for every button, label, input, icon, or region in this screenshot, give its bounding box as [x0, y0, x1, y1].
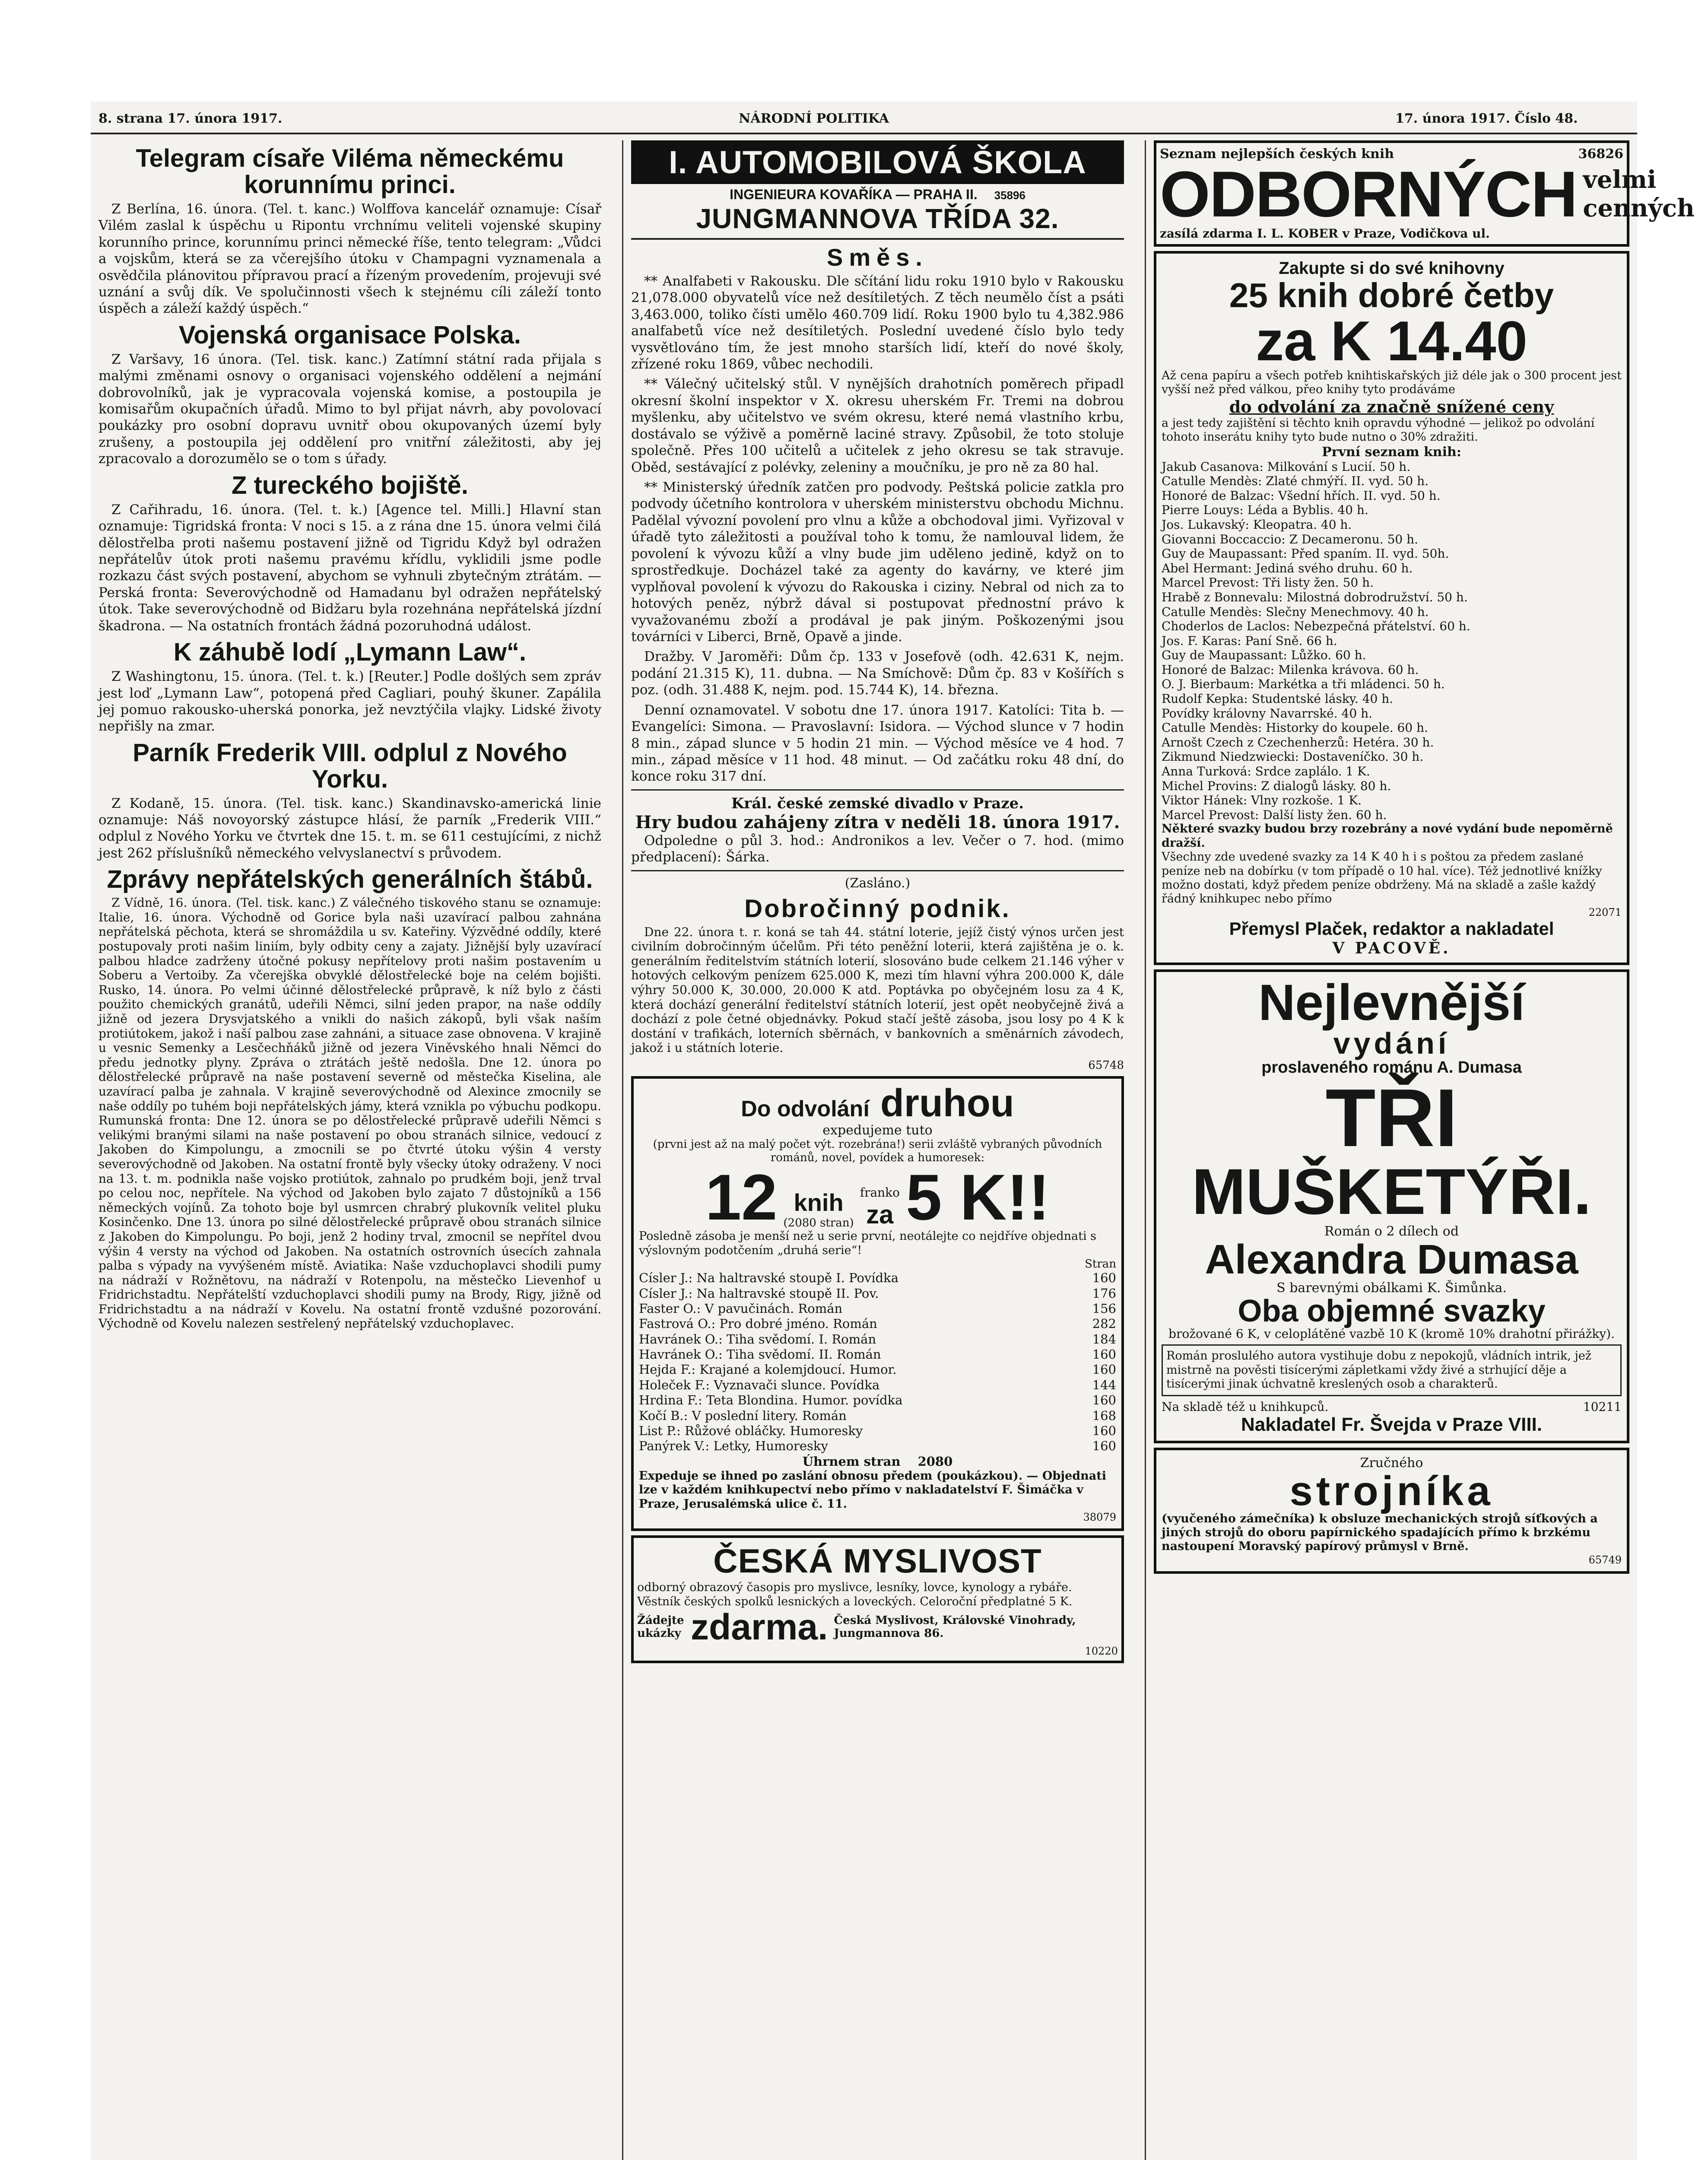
list-item: Catulle Mendès: Historky do koupele. 60 h.: [1162, 721, 1428, 735]
list-item: Kočí B.: V poslední litery. Román 168: [639, 1408, 1116, 1423]
ad-druhou-12: 12: [705, 1161, 778, 1234]
list-item: Pierre Louys: Léda a Byblis. 40 h.: [1162, 503, 1368, 518]
list-item: Jos. Lukavský: Kleopatra. 40 h.: [1162, 517, 1352, 532]
ad-dumas-t8: S barevnými obálkami K. Šimůnka.: [1276, 1280, 1507, 1296]
list-item: Abel Hermant: Jediná svého druhu. 60 h.: [1162, 561, 1413, 575]
list-item: Císler J.: Na haltravské stoupě I. Povídka 160: [639, 1271, 1116, 1286]
ad-myslivost-title: ČESKÁ MYSLIVOST: [713, 1542, 1042, 1580]
list-item: Guy de Maupassant: Lůžko. 60 h.: [1162, 648, 1366, 663]
lottery-text: Dne 22. února t. r. koná se tah 44. státní loterie, jejíž čistý výnos určen jest civilním dobročinným účelům. Při této peněžní loterii, která zajištěna je o. k. generálním ředitelstvím státních loterií, slosováno bude celkem 21.146 výher v hotových celkovým penízem 625.000 K, mezi tím hlavní výhra 200.000 K, dále výhry 50.000 K, 30.000, 20.000 K atd. Poptávka po obyčejném losu za 4 K, která dochází generální ředitelství státních loterií, jest opět neobyčejně živá a dochází z pole četné objednávky. Pokud stačí ještě zásoba, jsou losy po 4 K k dostání v trafikách, loterních sběrnách, v bankovních a směnárních závodech, jakož i u státních loterie.: [631, 924, 1124, 1055]
list-item: Rudolf Kepka: Studentské lásky. 40 h.: [1162, 692, 1394, 706]
newspaper-page: [91, 102, 1695, 2160]
ad-dumas-t1: Nejlevnější: [1258, 974, 1525, 1031]
ad-number: 35896: [994, 189, 1025, 202]
ad-dumas-t4: TŘI: [1325, 1072, 1458, 1164]
ad-25-t3: za K 14.40: [1256, 309, 1527, 372]
ad-number: 10211: [1583, 1399, 1622, 1414]
page-header: [91, 102, 1637, 134]
news-item: ** Ministerský úředník zatčen pro podvody. Peštská policie zatkla pro podvody účetního kontrolora v uherském ministerstvu obchodu Michnu. Padělal vývozní povolení pro vlnu a kůže a obchodoval jimi. Vyřizoval v úřadě tyto záležitosti a používal toho k tomu, že namlouval lidem, že povolení k vývozu kůží a vlny bude jim uděleno jedině, když on to sprostředkuje. Docházel také za agenty do kavárny, ve které jim vyplňoval povolení k vývozu do Rakouska i ciziny. Nebral od nich za to hotových peněz, nýbrž dával si postupovat přednostní právo k vyvažovanému zboží a prodával je pak jiným. Poškozenými jsou továrníci v Liberci, Brně, Opavě a jinde.: [631, 480, 1124, 645]
list-item: Honoré de Balzac: Všední hřích. II. vyd. 50 h.: [1162, 488, 1441, 503]
book-list: [1162, 460, 1622, 823]
list-item: Hrdina F.: Teta Blondina. Humor. povídka 160: [639, 1393, 1116, 1408]
article-text: Z Kodaně, 15. února. (Tel. tisk. kanc.) Skandinavsko-americká linie oznamuje: Náš novoyorský zástupce hlásí, že parník „Frederik VIII.“ odplul z Nového Yorku ve čtvrtek dne 15. t. m. se 611 cestujícími, z nichž jest 262 příslušníků německého velvyslanectví s průvodem.: [98, 795, 601, 861]
column-1: [91, 140, 609, 2160]
ad-dumas-t5: MUŠKETÝŘI.: [1191, 1155, 1592, 1228]
ad-autoskola-address: JUNGMANNOVA TŘÍDA 32.: [696, 203, 1059, 234]
list-item: Hejda F.: Krajané a kolemjdoucí. Humor. 160: [639, 1362, 1116, 1377]
list-item: List P.: Růžové obláčky. Humoresky 160: [639, 1423, 1116, 1438]
ad-dumas-t10: brožované 6 K, v celoplátěné vazbě 10 K (kromě 10% drahotní přirážky).: [1168, 1326, 1615, 1341]
ad-number: 65749: [1588, 1553, 1622, 1566]
article-text: Z Cařihradu, 16. února. (Tel. t. k.) [Agence tel. Milli.] Hlavní stan oznamuje: Tigridská fronta: V noci s 15. a z rána dne 15. února velmi čilá dělostřelba proti našemu postavení jižně od Tigridu Když byl odražen nepřátelův útok proti našemu pravému křídlu, vyklidili jsme podle rozkazu část svých postavení, abychom se vyhnuli zbytečným ztrátám. — Perská fronta: Severovýchodně od Hamadanu byl odražen nepřátelský útok. Take severovýchodně od Bidžaru byla rozehnána nepřátelská jízdní škadrona. — Na ostatních frontách žádná pozoruhodná událost.: [98, 502, 601, 634]
ad-druhou-price: 5 K!!: [906, 1161, 1050, 1234]
ad-dumas-t2: vydání: [1333, 1026, 1450, 1060]
list-item: Zikmund Niedzwiecki: Dostaveníčko. 30 h.: [1162, 750, 1424, 764]
ad-odb-bottom: zasílá zdarma I. L. KOBER v Praze, Vodičkova ul.: [1160, 226, 1490, 241]
ad-number: 22071: [1588, 906, 1622, 918]
list-item: Panýrek V.: Letky, Humoresky 160: [639, 1439, 1116, 1454]
article-title: Zprávy nepřátelských generálních štábů.: [107, 865, 593, 894]
list-item: Holeček F.: Vyznavači slunce. Povídka 144: [639, 1377, 1116, 1392]
theatre-title: Král. české zemské divadlo v Praze.: [731, 794, 1024, 812]
theatre-subtitle: Hry budou zahájeny zítra v neděli 18. února 1917.: [635, 812, 1120, 832]
ad-stroj-t2: strojníka: [1289, 1468, 1494, 1514]
list-item: Giovanni Boccaccio: Z Decameronu. 50 h.: [1162, 532, 1419, 546]
list-item: Choderlos de Laclos: Nebezpečná přátelství. 60 h.: [1162, 619, 1470, 634]
ad-dumas-t3: proslaveného románu A. Dumasa: [1261, 1058, 1522, 1077]
article-title: Parník Frederik VIII. odplul z Nového Yorku.: [133, 738, 567, 793]
total-row: Úhrnem stran 2080: [802, 1454, 953, 1469]
ad-25-t9: Všechny zde uvedené svazky za 14 K 40 h i s poštou za předem zaslané peníze neb na dobírku (v tom případě o 10 hal. více). Též jednotlivé knížky možno dostati, když předem peníze obdrženy. Má na skladě a zašle každý řádný knihkupec nebo přímo: [1162, 850, 1602, 906]
list-item: Císler J.: Na haltravské stoupě II. Pov. 176: [639, 1286, 1116, 1301]
ad-druhou-za: za: [866, 1200, 894, 1229]
article-title: K záhubě lodí „Lymann Law“.: [173, 638, 527, 667]
ad-autoskola: [631, 140, 1124, 240]
ad-tri-musketyri: [1154, 969, 1629, 1443]
ad-myslivost-left: Žádejte ukázky: [637, 1614, 684, 1640]
list-item: Honoré de Balzac: Milenka krávova. 60 h.: [1162, 662, 1419, 677]
ad-25-t7: První seznam knih:: [1322, 444, 1461, 460]
ad-druhou-t2: druhou: [880, 1082, 1014, 1125]
list-item: Catulle Mendès: Zlaté chmýří. II. vyd. 50 h.: [1162, 474, 1429, 489]
list-item: Anna Turková: Srdce zaplálo. 1 K.: [1162, 764, 1370, 779]
ad-druhou-serie: [631, 1076, 1124, 1531]
ad-25-publisher: Přemysl Plaček, redaktor a nakladatel: [1229, 918, 1554, 939]
ad-25-place: V PACOVĚ.: [1332, 939, 1451, 957]
article-text: Z Varšavy, 16 února. (Tel. tisk. kanc.) Zatímní státní rada přijala s malými změnami osnovy o organisaci vojenského oddělení a nejmání dobrovolníků, jak je vypracovala vojenská komise, a postoupila je komisařům okupačních úřadů. Mimo to byl přijat návrh, aby povolovací poukázky pro osobní dopravu uvnitř obou okupovaných území byly zrušeny, a postoupila jej oddělení pro vnitřní záležitosti, aby jej zpracovalo a dorozumělo se o tom s úřady.: [98, 351, 601, 467]
ad-number: 36826: [1578, 146, 1623, 162]
ad-25-t8: Některé svazky budou brzy rozebrány a nové vydání bude nepoměrně dražší.: [1162, 822, 1613, 850]
ad-dumas-t9: Oba objemné svazky: [1238, 1293, 1546, 1328]
header-right: 17. února 1917. Číslo 48.: [1395, 111, 1578, 126]
ad-autoskola-title: I. AUTOMOBILOVÁ ŠKOLA: [631, 140, 1124, 184]
ad-druhou-note: Posledně zásoba je menší než u serie první, neotálejte co nejdříve objednati s výslovným podotčením „druhá serie“!: [639, 1229, 1097, 1257]
ad-dumas-t13: Nakladatel Fr. Švejda v Praze VIII.: [1241, 1414, 1543, 1435]
ad-myslivost-address: Česká Myslivost, Královské Vinohrady, Jungmannova 86.: [834, 1614, 1076, 1640]
article-text: Z Vídně, 16. února. (Tel. tisk. kanc.) Z válečného tiskového stanu se oznamuje: Italie, 16. února. Východně od Gorice byla naši uzavírací palbou zahnána nepřátelská pěchota, která se shromáždila u sv. Kateřiny. Výzvědné oddíly, které postupovaly proti našim liniím, byly odbity ceny a zajaty. Jižnější byly uzavírací palbou hladce zadrženy útočné pokusy nepřítelovy proti našim postavením u Soberu a Vertoiby. Za včerejška obvyklé dělostřelecké boje na celém bojišti. Rusko, 14. února. Po velmi účinné dělostřelecké průpravě, k níž bylo z části použito chemických granátů, udeřili Němci, silní jeden prapor, na naše oddíly jižně od jezera Drysvjatského a vnikli do našich zákopů, byli však naším protiútokem, jakož i naší palbou zase zahnáni, a situace zase obnovena. V krajině u vesnic Semenky a Lesčechňáků jižně od jezera Viněvského hnali Němci do předu jednotky plyny. Zpráva o ztrátách ještě nedošla. Dne 12. února po dělostřelecké průpravě na naše postavení severně od městečka Kiselina, ale uzavírací palba je zahnala. V krajině severovýchodně od Alexince zmocnily se naše oddíly po tuhém boji nepřátelských jámy, která vznikla po výbuchu podkopu. Rumunská fronta: Dne 12. února se po dělostřelecké průpravě udeřili Němci s velikými branými silami na naše postavení po obou stranách silnice, vedoucí z Jakoben do Kimpolungu, a zmocnili se po čtvrté útoku výšin 4 versty severovýchodně od Jakoben. Na ostatní frontě byly všecky útoky odraženy. V noci na 13. t. m. podnikla naše vojsko protiútok, zahnalo po prudkém boji, jenž trval po celou noc, nepřítele. Na východ od Jakoben bylo zajato 7 důstojníků a 156 německých vojínů. Za tohoto boje byl usmrcen chrabrý plukovník velitel pluku Kosinčenko. Dne 13. února po silné dělostřelecké průpravě obou stranách silnice z Jakoben do Kimpolungu. Po boji, jenž 2 hodiny trval, zmocnil se nepřítel dvou výšin 4 versty na východ od Jakoben. Na ostatních ostrovních úsecích zahnala palba s výpady na vyvýšeném místě. Aviatika: Naše vzduchoplavci shodili pumy na nádraží v Rožnětovu, na nádraží v Rotenpolu, na městečko Lievenhof u Fridrichstadtu. Nepřátelští vzduchoplavci shodili pumy na Brody, Rigy, jižně od Fridrichstadtu a na nádraží v Kovelu. Na ostatní frontě vzdušné pozorování. Východně od Kovelu nalezen sestřelený nepřátelský vzduchoplavec.: [98, 896, 601, 1331]
list-item: O. J. Bierbaum: Markétka a tři mládenci. 50 h.: [1162, 677, 1445, 692]
ad-25-t1: Zakupte si do své knihovny: [1279, 259, 1505, 278]
ad-dumas-t7: Alexandra Dumasa: [1205, 1236, 1578, 1283]
list-item: Hrabě z Bonnevalu: Milostná dobrodružství. 50 h.: [1162, 590, 1468, 604]
ad-number: 38079: [1083, 1511, 1116, 1524]
ad-dumas-t12: Na skladě též u knihkupců.: [1162, 1399, 1329, 1414]
ad-druhou-knih: knih: [794, 1189, 844, 1217]
list-item: Marcel Prevost: Další listy žen. 60 h.: [1162, 807, 1387, 822]
ad-druhou-order: Expeduje se ihned po zaslání obnosu předem (poukázkou). — Objednati lze v každém knihkupectví nebo přímo v nakladatelství F. Šimáčka v Praze, Jerusalémská ulice č. 11.: [639, 1469, 1106, 1511]
list-item: Povídky královny Navarrské. 40 h.: [1162, 706, 1373, 721]
list-item: Jakub Casanova: Milkování s Lucií. 50 h.: [1162, 459, 1411, 474]
article-title: Vojenská organisace Polska.: [179, 321, 521, 349]
list-item: Havránek O.: Tiha svědomí. II. Román 160: [639, 1347, 1116, 1362]
article-title: Z tureckého bojiště.: [232, 471, 468, 499]
ad-druhou-t3: expedujeme tuto: [822, 1123, 933, 1138]
list-item: Arnošt Czech z Czechenherzů: Hetéra. 30 h.: [1162, 735, 1434, 750]
ad-strojnik: [1154, 1448, 1629, 1574]
article-text: Z Washingtonu, 15. února. (Tel. t. k.) [Reuter.] Podle došlých sem zpráv jest loď „Lymann Law“, potopená před Cagliari, pouhý škuner. Zapálila jej pomuo rakousko-uherská ponorka, jež nevztýčila vlajky. Lidské životy nepřišly na zmar.: [98, 669, 601, 734]
ad-stroj-t3: (vyučeného zámečníka) k obsluze mechanických strojů síťkových a jiných strojů do oboru papírnického spadajících přímo k brzkému nastoupení Moravský papírový průmysl v Brně.: [1162, 1512, 1598, 1553]
ad-number: 10220: [1085, 1645, 1118, 1658]
ad-25-t2: 25 knih dobré četby: [1229, 276, 1554, 314]
ad-25-t5: do odvolání za značně snížené ceny: [1229, 397, 1554, 416]
theatre-program: Odpoledne o půl 3. hod.: Andronikos a lev. Večer o 7. hod. (mimo předplacení): Šárka.: [631, 832, 1124, 865]
ad-druhou-franko: franko: [860, 1185, 900, 1200]
news-item: ** Analfabeti v Rakousku. Dle sčítání lidu roku 1910 bylo v Rakousku 21,078.000 obyvatelů více než desítiletých. Z těch neumělo číst a psáti 3,463.000, toliko čísti umělo 460.709 lidí. Roku 1900 bylo tu 4,382.986 analfabetů více než desítiletých. Poslední uvedené číslo bylo tedy vysvětlováno tím, že jest mnoho starších lidí, kteří do nové školy, zřízené roku 1869, vůbec nechodili.: [631, 273, 1124, 372]
column-3: [1145, 140, 1695, 2160]
ad-odb-big: ODBORNÝCH: [1160, 158, 1577, 230]
list-item: Marcel Prevost: Tři listy žen. 50 h.: [1162, 575, 1374, 590]
ad-ceska-myslivost: [631, 1535, 1124, 1663]
ad-autoskola-sub: INGENIEURA KOVAŘÍKA — PRAHA II.: [730, 187, 978, 202]
list-item: Michel Provins: Z dialogů lásky. 80 h.: [1162, 778, 1391, 793]
ad-25-knih: [1154, 251, 1629, 965]
ad-25-t4: Až cena papíru a všech potřeb knihtiskařských již déle jak o 300 procent jest vyšší než před válkou, přeo knihy tyto prodáváme: [1162, 369, 1622, 397]
header-left: 8. strana 17. února 1917.: [98, 111, 283, 126]
column-2: [622, 140, 1132, 2160]
ad-odbornych-knih: [1154, 140, 1695, 247]
ad-25-t6: a jest tedy zajištění si těchto knih opravdu výhodné — jelikož po odvolání tohoto inserátu knihy tyto bude nutno o 30% zdražiti.: [1162, 416, 1595, 444]
news-item: ** Válečný učitelský stůl. V nynějších drahotních poměrech připadl okresní školní inspektor v X. okresu uherském Fr. Tremi na dobrou myšlenku, aby učitelstvo ve svém okresu, které nemá vlastního krbu, dostávalo se výživě a poměrně laciné stravy. Způsobil, že toto stoluje společně. Přes 100 učitelů a učitelek z jeho okresu se tak stravuje. Oběd, sestávající z polévky, zeleniny a moučníku, je pro ně za 80 hal.: [631, 376, 1124, 475]
ad-stroj-t1: Zručného: [1360, 1455, 1423, 1471]
list-item: Jos. F. Karas: Paní Sně. 66 h.: [1162, 633, 1337, 648]
auction-notice: Dražby. V Jaroměři: Dům čp. 133 v Josefově (odh. 42.631 K, nejm. podání 21.315 K), 11. dubna. — Na Smíchově: Dům čp. 83 v Košířích s poz. (odh. 31.488 K, nejm. pod. 15.744 K), 14. března.: [631, 649, 1124, 698]
ad-druhou-t4: (prvni jest až na malý počet výt. rozebrána!) serii zvláště vybraných původních románů, novel, povídek a humoresek:: [653, 1138, 1102, 1165]
ad-number: 65748: [1088, 1059, 1124, 1072]
book-list: [639, 1271, 1116, 1454]
list-item: Faster O.: V pavučinách. Román 156: [639, 1301, 1116, 1316]
ad-odb-side1: velmi: [1583, 165, 1657, 194]
list-item: Havránek O.: Tiha svědomí. I. Román 184: [639, 1331, 1116, 1347]
ad-druhou-pages: (2080 stran): [783, 1217, 854, 1230]
list-item: Viktor Hánek: Vlny rozkoše. 1 K.: [1162, 793, 1362, 808]
ad-dumas-t11: Román proslulého autora vystihuje dobu z nepokojů, vládních intrik, jež mistrně na pověsti tisícerými zápletkami vždy živé a strhující děje a tisícerými jinak úchvatně kreslených osob a charakterů.: [1162, 1344, 1622, 1396]
ad-druhou-t1: Do odvolání: [741, 1096, 870, 1122]
ad-myslivost-text: odborný obrazový časopis pro myslivce, lesníky, lovce, kynology a rybáře. Věstník českých spolků lesnických a loveckých. Celoroční předplatné 5 K.: [637, 1581, 1073, 1608]
article-text: Z Berlína, 16. února. (Tel. t. kanc.) Wolffova kancelář oznamuje: Císař Vilém zaslal k úspěchu u Ripontu vrchnímu veliteli vojenské skupiny korunního prince, korunnímu princi německé říše, tento telegram: „Vůdci a vojskům, která se za včerejšího útoku v Champagni vyznamenala a osvědčila plánovitou přípravou prací a řízeným provedením, projevuji své uznání a svůj dík. Ve spolučinnosti všech k stejnému cíli záleží tonto úspěch a záleží každý úspěch.“: [98, 201, 601, 317]
list-item: Catulle Mendès: Slečny Menechmovy. 40 h.: [1162, 604, 1429, 619]
ad-myslivost-zdarma: zdarma.: [691, 1607, 828, 1648]
ad-odb-side2: cenných: [1583, 194, 1695, 222]
section-title-smes: Směs.: [827, 244, 928, 271]
ad-dumas-t6: Román o 2 dílech od: [1324, 1223, 1459, 1239]
header-masthead: NÁRODNÍ POLITIKA: [739, 111, 889, 126]
sent-note: (Zasláno.): [844, 875, 911, 891]
list-item: Guy de Maupassant: Před spaním. II. vyd. 50h.: [1162, 546, 1449, 561]
ad-odb-top: Seznam nejlepších českých knih: [1160, 146, 1394, 162]
list-item: Fastrová O.: Pro dobré jméno. Román 282: [639, 1316, 1116, 1331]
lottery-title: Dobročinný podnik.: [744, 894, 1011, 923]
ad-druhou-strany: Stran: [1085, 1258, 1116, 1271]
article-title: Telegram císaře Viléma německému korunnímu princi.: [136, 144, 564, 199]
daily-calendar: Denní oznamovatel. V sobotu dne 17. února 1917. Katolíci: Tita b. — Evangelíci: Simona. — Pravoslavní: Isidora. — Východ slunce v 7 hodin 8 min., západ slunce v 5 hodin 21 min. — Východ měsíce ve 4 hod. 7 min., západ měsíce v 11 hod. 48 minut. — Od začátku roku 48 dní, do konce roku 317 dní.: [631, 702, 1124, 785]
